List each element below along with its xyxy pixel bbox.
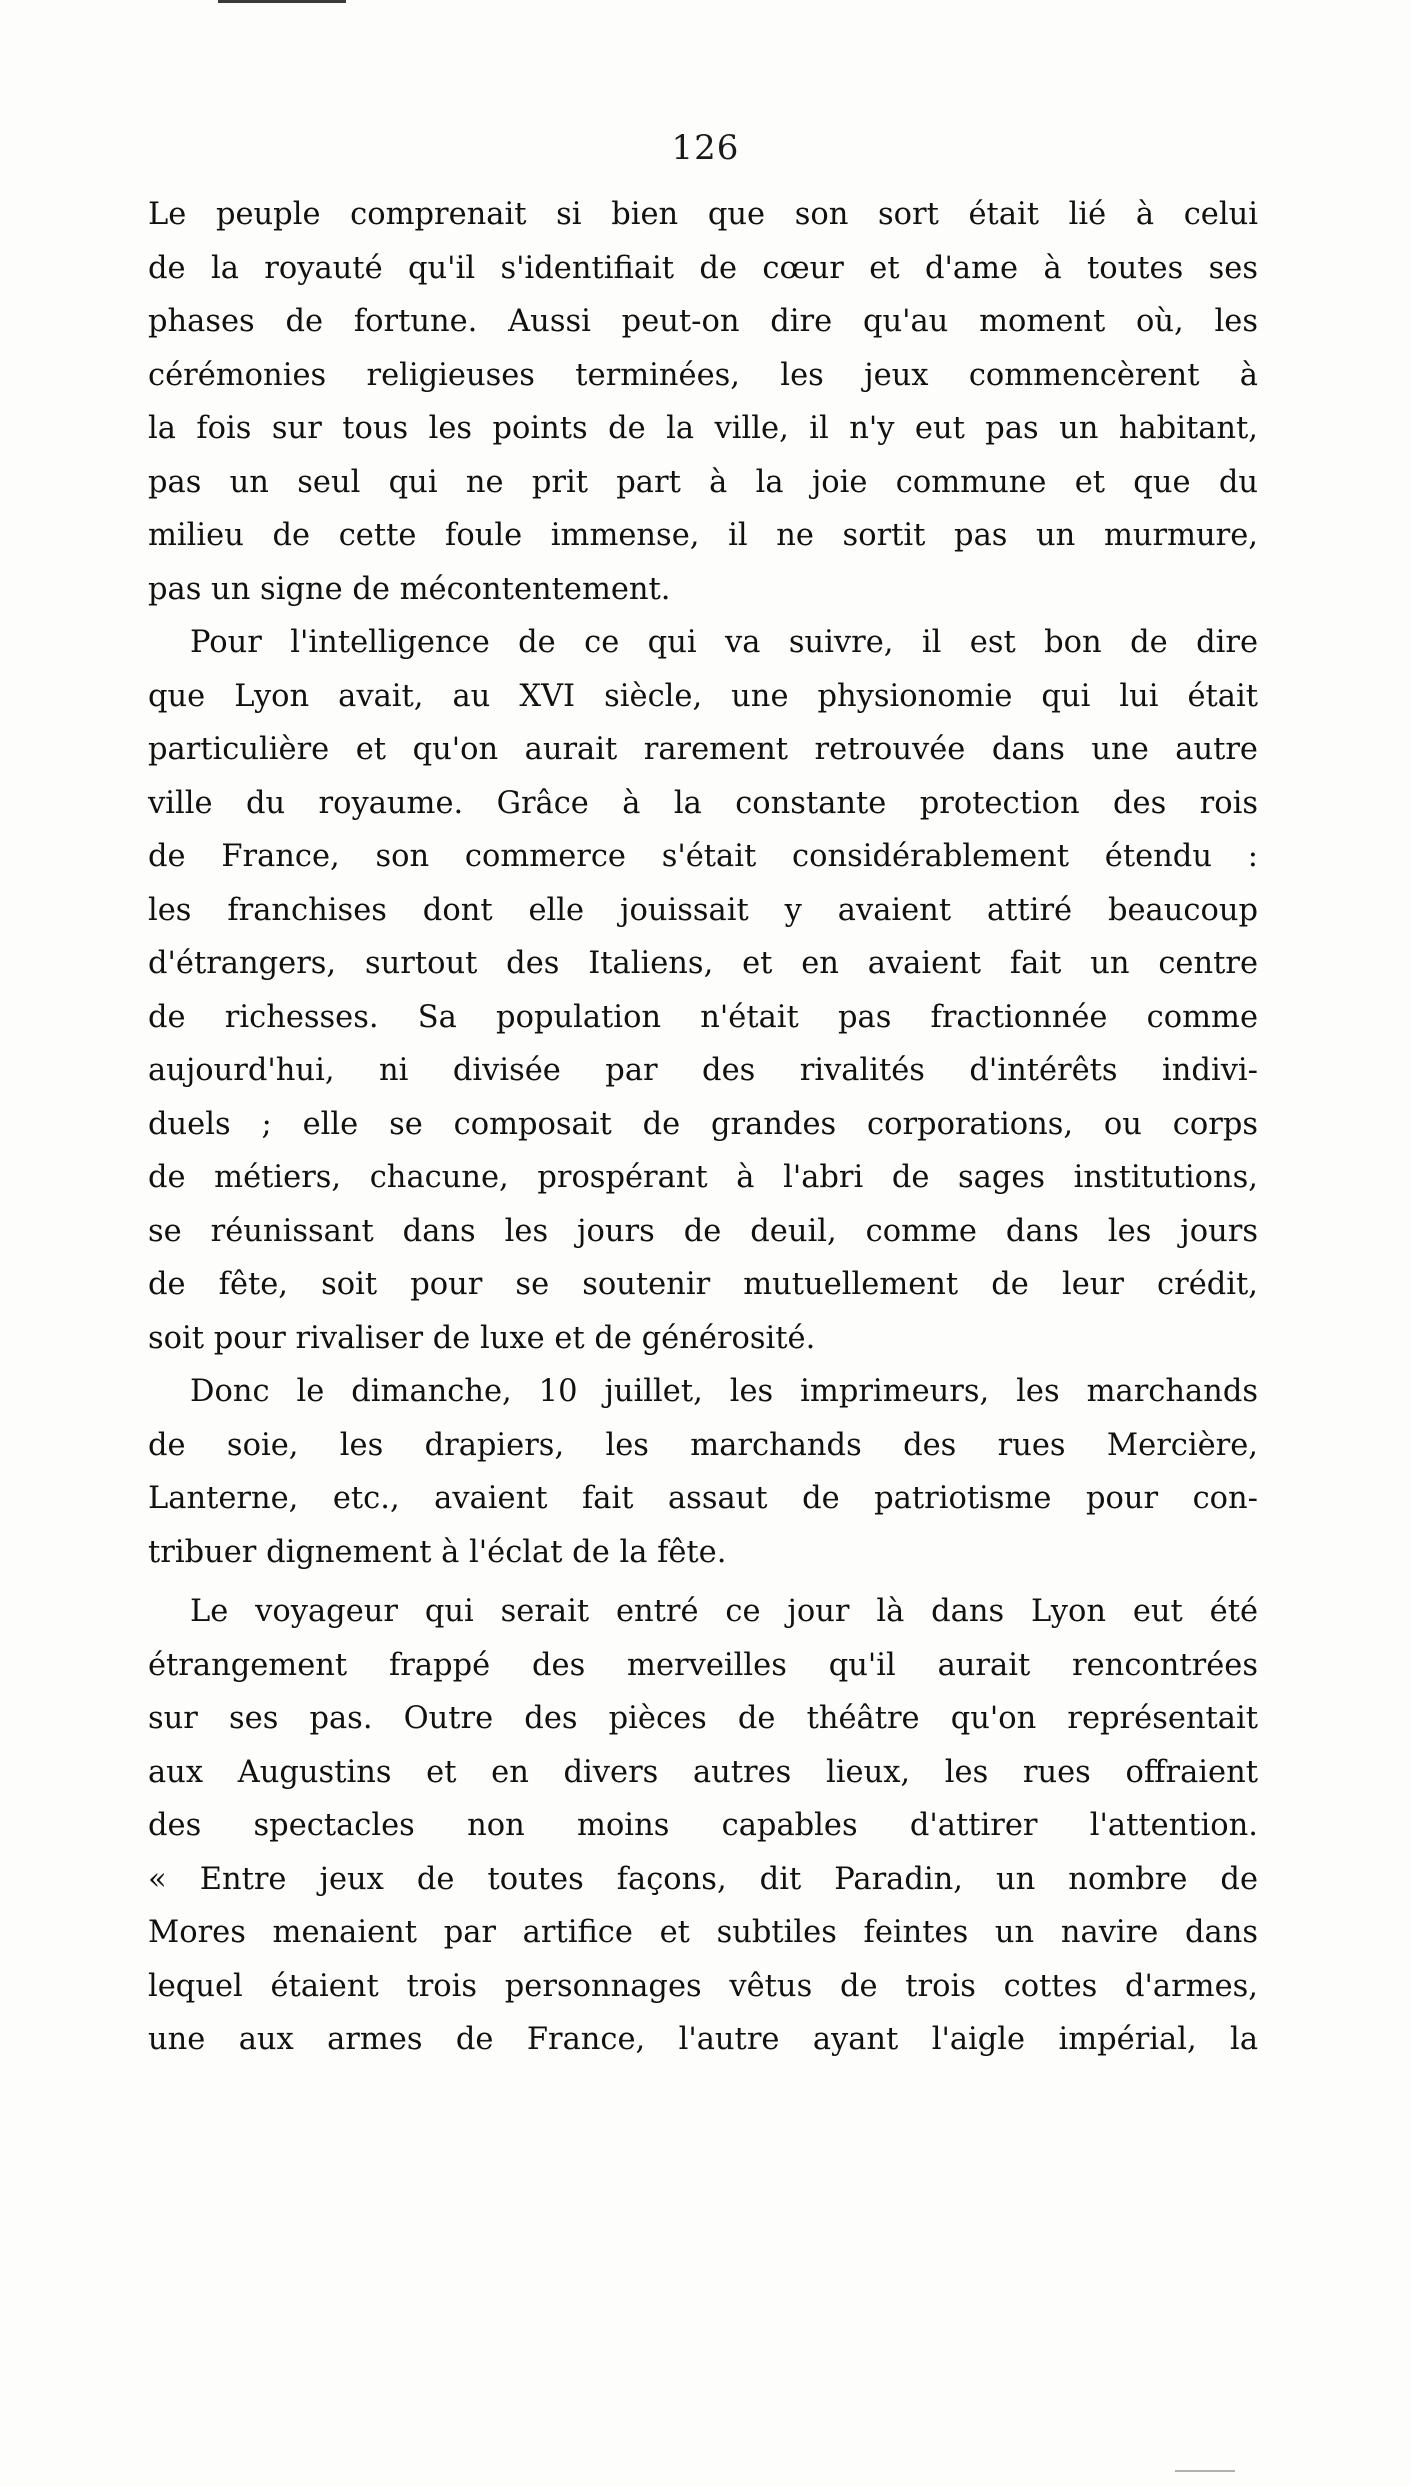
- text-line: phases de fortune. Aussi peut-on dire qu'au moment où, les: [148, 304, 1258, 339]
- text-line: des spectacles non moins capables d'attirer l'attention.: [148, 1808, 1258, 1843]
- text-line: milieu de cette foule immense, il ne sortit pas un murmure,: [148, 518, 1258, 553]
- text-line: duels ; elle se composait de grandes corporations, ou corps: [148, 1106, 1258, 1142]
- text-line: de la royauté qu'il s'identifiait de cœur et d'ame à toutes ses: [148, 250, 1258, 286]
- text-line: de métiers, chacune, prospérant à l'abri de sages institutions,: [148, 1160, 1258, 1195]
- text-line: de France, son commerce s'était considérablement étendu :: [148, 839, 1258, 874]
- text-line: que Lyon avait, au XVI siècle, une physionomie qui lui était: [148, 678, 1258, 714]
- text-line: de richesses. Sa population n'était pas fractionnée comme: [148, 999, 1258, 1035]
- text-line: « Entre jeux de toutes façons, dit Paradin, un nombre de: [148, 1861, 1258, 1897]
- paragraph-3: [148, 1365, 1258, 1579]
- text-line: Le voyageur qui serait entré ce jour là dans Lyon eut été: [190, 1594, 1258, 1629]
- text-line: Pour l'intelligence de ce qui va suivre, il est bon de dire: [190, 625, 1258, 660]
- text-line: lequel étaient trois personnages vêtus de trois cottes d'armes,: [148, 1968, 1258, 2004]
- text-line: aux Augustins et en divers autres lieux, les rues offraient: [148, 1754, 1258, 1790]
- page-number: 126: [671, 128, 740, 168]
- text-line: ville du royaume. Grâce à la constante protection des rois: [148, 785, 1258, 821]
- text-line: de soie, les drapiers, les marchands des rues Mercière,: [148, 1427, 1258, 1463]
- text-line: Le peuple comprenait si bien que son sort était lié à celui: [148, 197, 1258, 232]
- text-line: soit pour rivaliser de luxe et de générosité.: [148, 1320, 816, 1356]
- text-line: aujourd'hui, ni divisée par des rivalités d'intérêts indivi-: [148, 1053, 1258, 1088]
- text-line: pas un seul qui ne prit part à la joie commune et que du: [148, 464, 1258, 500]
- text-line: Donc le dimanche, 10 juillet, les imprimeurs, les marchands: [190, 1374, 1258, 1409]
- paragraph-1: [148, 188, 1258, 616]
- text-line: tribuer dignement à l'éclat de la fête.: [148, 1534, 727, 1570]
- text-line: étrangement frappé des merveilles qu'il aurait rencontrées: [148, 1647, 1258, 1683]
- text-line: d'étrangers, surtout des Italiens, et en avaient fait un centre: [148, 946, 1258, 981]
- text-line: particulière et qu'on aurait rarement retrouvée dans une autre: [148, 732, 1258, 767]
- text-line: sur ses pas. Outre des pièces de théâtre qu'on représentait: [148, 1701, 1258, 1736]
- paragraph-2: [148, 616, 1258, 1365]
- bottom-mark: [1175, 2470, 1235, 2472]
- text-line: Lanterne, etc., avaient fait assaut de patriotisme pour con-: [148, 1481, 1258, 1516]
- text-line: une aux armes de France, l'autre ayant l'aigle impérial, la: [148, 2022, 1258, 2057]
- text-line: les franchises dont elle jouissait y avaient attiré beaucoup: [148, 892, 1258, 928]
- text-line: la fois sur tous les points de la ville, il n'y eut pas un habitant,: [148, 411, 1258, 446]
- text-line: se réunissant dans les jours de deuil, comme dans les jours: [148, 1213, 1258, 1249]
- text-line: de fête, soit pour se soutenir mutuellement de leur crédit,: [148, 1267, 1258, 1302]
- paragraph-4: [148, 1585, 1258, 2067]
- text-line: cérémonies religieuses terminées, les jeux commencèrent à: [148, 357, 1258, 393]
- body-text: [148, 188, 1258, 2067]
- text-line: Mores menaient par artifice et subtiles feintes un navire dans: [148, 1915, 1258, 1950]
- top-rule: [218, 0, 346, 3]
- text-line: pas un signe de mécontentement.: [148, 571, 671, 607]
